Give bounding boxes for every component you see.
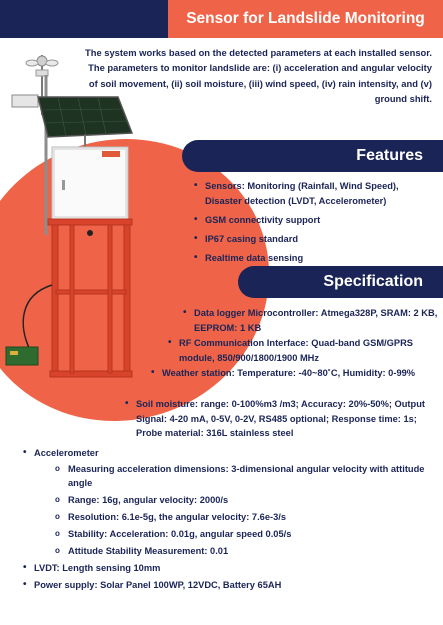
- list-item: o Range: 16g, angular velocity: 2000/s: [68, 493, 434, 508]
- soil-sensor-board: [6, 347, 38, 365]
- accelerometer-item: [34, 446, 434, 559]
- list-item: • Power supply: Solar Panel 100WP, 12VDC, Battery 65AH: [34, 578, 434, 593]
- features-heading: Features: [182, 140, 443, 172]
- list-item: • Data logger Microcontroller: Atmega328P, SRAM: 2 KB, EEPROM: 1 KB: [194, 306, 439, 335]
- spec-list: [194, 306, 439, 336]
- spec-details-list: [34, 446, 434, 594]
- spec-list: [162, 366, 432, 381]
- list-item: o Measuring acceleration dimensions: 3-dimensional angular velocity with attitude angle: [68, 462, 434, 491]
- page-title: Sensor for Landslide Monitoring: [186, 10, 425, 27]
- features-list: [205, 179, 437, 271]
- spec-list: [179, 336, 434, 365]
- sensor-station-illustration: [0, 55, 170, 395]
- specification-heading: Specification: [238, 266, 443, 298]
- intro-paragraph: The system works based on the detected parameters at each installed sensor. The parameters to monitor landslide are: (i) acceleration and angular velocity of soil movement, (ii) soil moisture, (iii) wind speed, (iv) rain intensity, and (v) ground shift.: [84, 47, 432, 104]
- list-item: • Realtime data sensing: [205, 251, 437, 266]
- list-item: o Resolution: 6.1e-5g, the angular velocity: 7.6e-3/s: [68, 510, 434, 525]
- list-item: • Sensors: Monitoring (Rainfall, Wind Speed), Disaster detection (LVDT, Accelerometer): [205, 179, 437, 208]
- list-item: • Weather station: Temperature: -40~80˚C, Humidity: 0-99%: [162, 366, 432, 381]
- list-item: • GSM connectivity support: [205, 213, 437, 228]
- list-item: • RF Communication Interface: Quad-band GSM/GPRS module, 850/900/1800/1900 MHz: [179, 336, 434, 365]
- list-item: o Stability: Acceleration: 0.01g, angular speed 0.05/s: [68, 527, 434, 542]
- list-item: • LVDT: Length sensing 10mm: [34, 561, 434, 576]
- stand-icon: [48, 219, 132, 377]
- list-item: o Attitude Stability Measurement: 0.01: [68, 544, 434, 559]
- list-item-label: Accelerometer: [34, 448, 99, 458]
- rain-gauge-icon: [12, 95, 38, 107]
- accelerometer-sublist: [68, 462, 434, 559]
- list-item: • Soil moisture: range: 0-100%m3 /m3; Accuracy: 20%-50%; Output Signal: 4-20 mA, 0-5V, 0-2V, RS485 optional; Response time: 1s; Probe material: 316L stainless steel: [136, 397, 436, 441]
- list-item: • IP67 casing standard: [205, 232, 437, 247]
- spec-list: [136, 397, 436, 441]
